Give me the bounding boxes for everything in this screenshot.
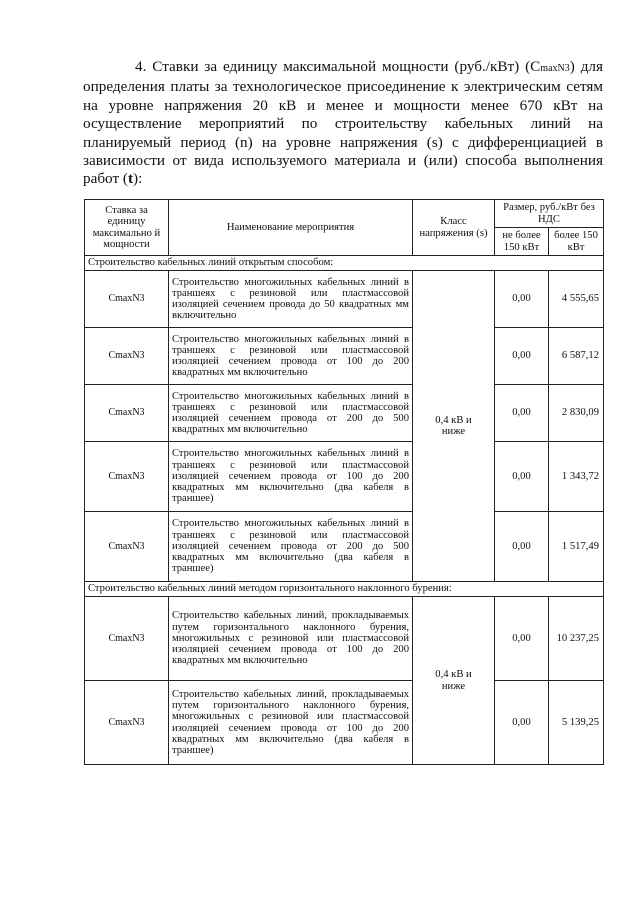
intro-t: t: [127, 170, 134, 188]
intro-paragraph: [83, 58, 603, 189]
rates-table: [84, 199, 604, 765]
value-upto150: 0,00: [495, 442, 549, 512]
value-upto150: 0,00: [495, 512, 549, 582]
measure-text: Строительство многожильных кабельных линий в траншеях с резиновой или пластмассовой изоляцией сечением провода от 100 до 200 квадратных мм включительно (два кабеля в траншее): [169, 442, 413, 512]
section-open-method: Строительство кабельных линий открытым способом:: [85, 256, 604, 271]
measure-text: Строительство многожильных кабельных линий в траншеях с резиновой или пластмассовой изоляцией сечением провода до 50 квадратных мм включительно: [169, 271, 413, 328]
rate-code: CmaxN3: [85, 442, 169, 512]
voltage-class: [413, 271, 495, 582]
value-upto150: 0,00: [495, 681, 549, 765]
value-over150: 4 555,65: [549, 271, 604, 328]
voltage-class: [413, 597, 495, 765]
header-upto150: не более 150 кВт: [495, 228, 549, 256]
value-upto150: 0,00: [495, 271, 549, 328]
table-row: [85, 512, 604, 582]
rate-code: CmaxN3: [85, 328, 169, 385]
rate-code: CmaxN3: [85, 385, 169, 442]
measure-text: Строительство многожильных кабельных линий в траншеях с резиновой или пластмассовой изоляцией сечением провода от 100 до 200 квадратных мм включительно: [169, 328, 413, 385]
header-over150: более 150 кВт: [549, 228, 604, 256]
rate-code: CmaxN3: [85, 271, 169, 328]
value-over150: 2 830,09: [549, 385, 604, 442]
intro-text: ) для определения платы за технологическое присоединение к электрическим сетям на уровне напряжения 20 кВ и менее и мощности менее 670 кВт на осуществление мероприятий по строительству кабельных линий на планируемый период (n) на уровне напряжения (s) с дифференциацией в зависимости от вида используемого материала и (или) способа выполнения работ (: [83, 58, 603, 188]
value-over150: 1 517,49: [549, 512, 604, 582]
measure-text: Строительство кабельных линий, прокладываемых путем горизонтального наклонного бурения, многожильных с резиновой или пластмассовой изоляцией сечением провода от 100 до 200 квадратных мм включительно: [169, 597, 413, 681]
measure-text: Строительство многожильных кабельных линий в траншеях с резиновой или пластмассовой изоляцией сечением провода от 200 до 500 квадратных мм включительно: [169, 385, 413, 442]
voltage-label: 0,4 кВ и ниже: [435, 414, 472, 437]
header-size: Размер, руб./кВт без НДС: [495, 200, 604, 228]
table-row: [85, 328, 604, 385]
rate-code: CmaxN3: [85, 681, 169, 765]
section-hdd-method: Строительство кабельных линий методом горизонтального наклонного бурения:: [85, 582, 604, 597]
rate-code: CmaxN3: [85, 512, 169, 582]
intro-lead-subscript: maxN3: [540, 63, 570, 74]
table-row: [85, 271, 604, 328]
value-over150: 10 237,25: [549, 597, 604, 681]
header-rate: Ставка за единицу максимально й мощности: [85, 200, 169, 256]
rate-code: CmaxN3: [85, 597, 169, 681]
header-name: Наименование мероприятия: [169, 200, 413, 256]
value-over150: 5 139,25: [549, 681, 604, 765]
value-over150: 1 343,72: [549, 442, 604, 512]
intro-lead: 4. Ставки за единицу максимальной мощности (руб./кВт) (C: [135, 58, 541, 75]
voltage-label: 0,4 кВ и ниже: [435, 669, 472, 692]
table-row: [85, 385, 604, 442]
intro-end: ):: [133, 170, 143, 188]
value-upto150: 0,00: [495, 328, 549, 385]
table-row: [85, 681, 604, 765]
value-upto150: 0,00: [495, 597, 549, 681]
measure-text: Строительство многожильных кабельных линий в траншеях с резиновой или пластмассовой изоляцией сечением провода от 200 до 500 квадратных мм включительно (два кабеля в траншее): [169, 512, 413, 582]
value-over150: 6 587,12: [549, 328, 604, 385]
header-voltage: Класс напряжения (s): [413, 200, 495, 256]
value-upto150: 0,00: [495, 385, 549, 442]
table-row: [85, 597, 604, 681]
table-row: [85, 442, 604, 512]
measure-text: Строительство кабельных линий, прокладываемых путем горизонтального наклонного бурения, многожильных с резиновой или пластмассовой изоляцией сечением провода от 100 до 200 квадратных мм включительно (два кабеля в траншее): [169, 681, 413, 765]
